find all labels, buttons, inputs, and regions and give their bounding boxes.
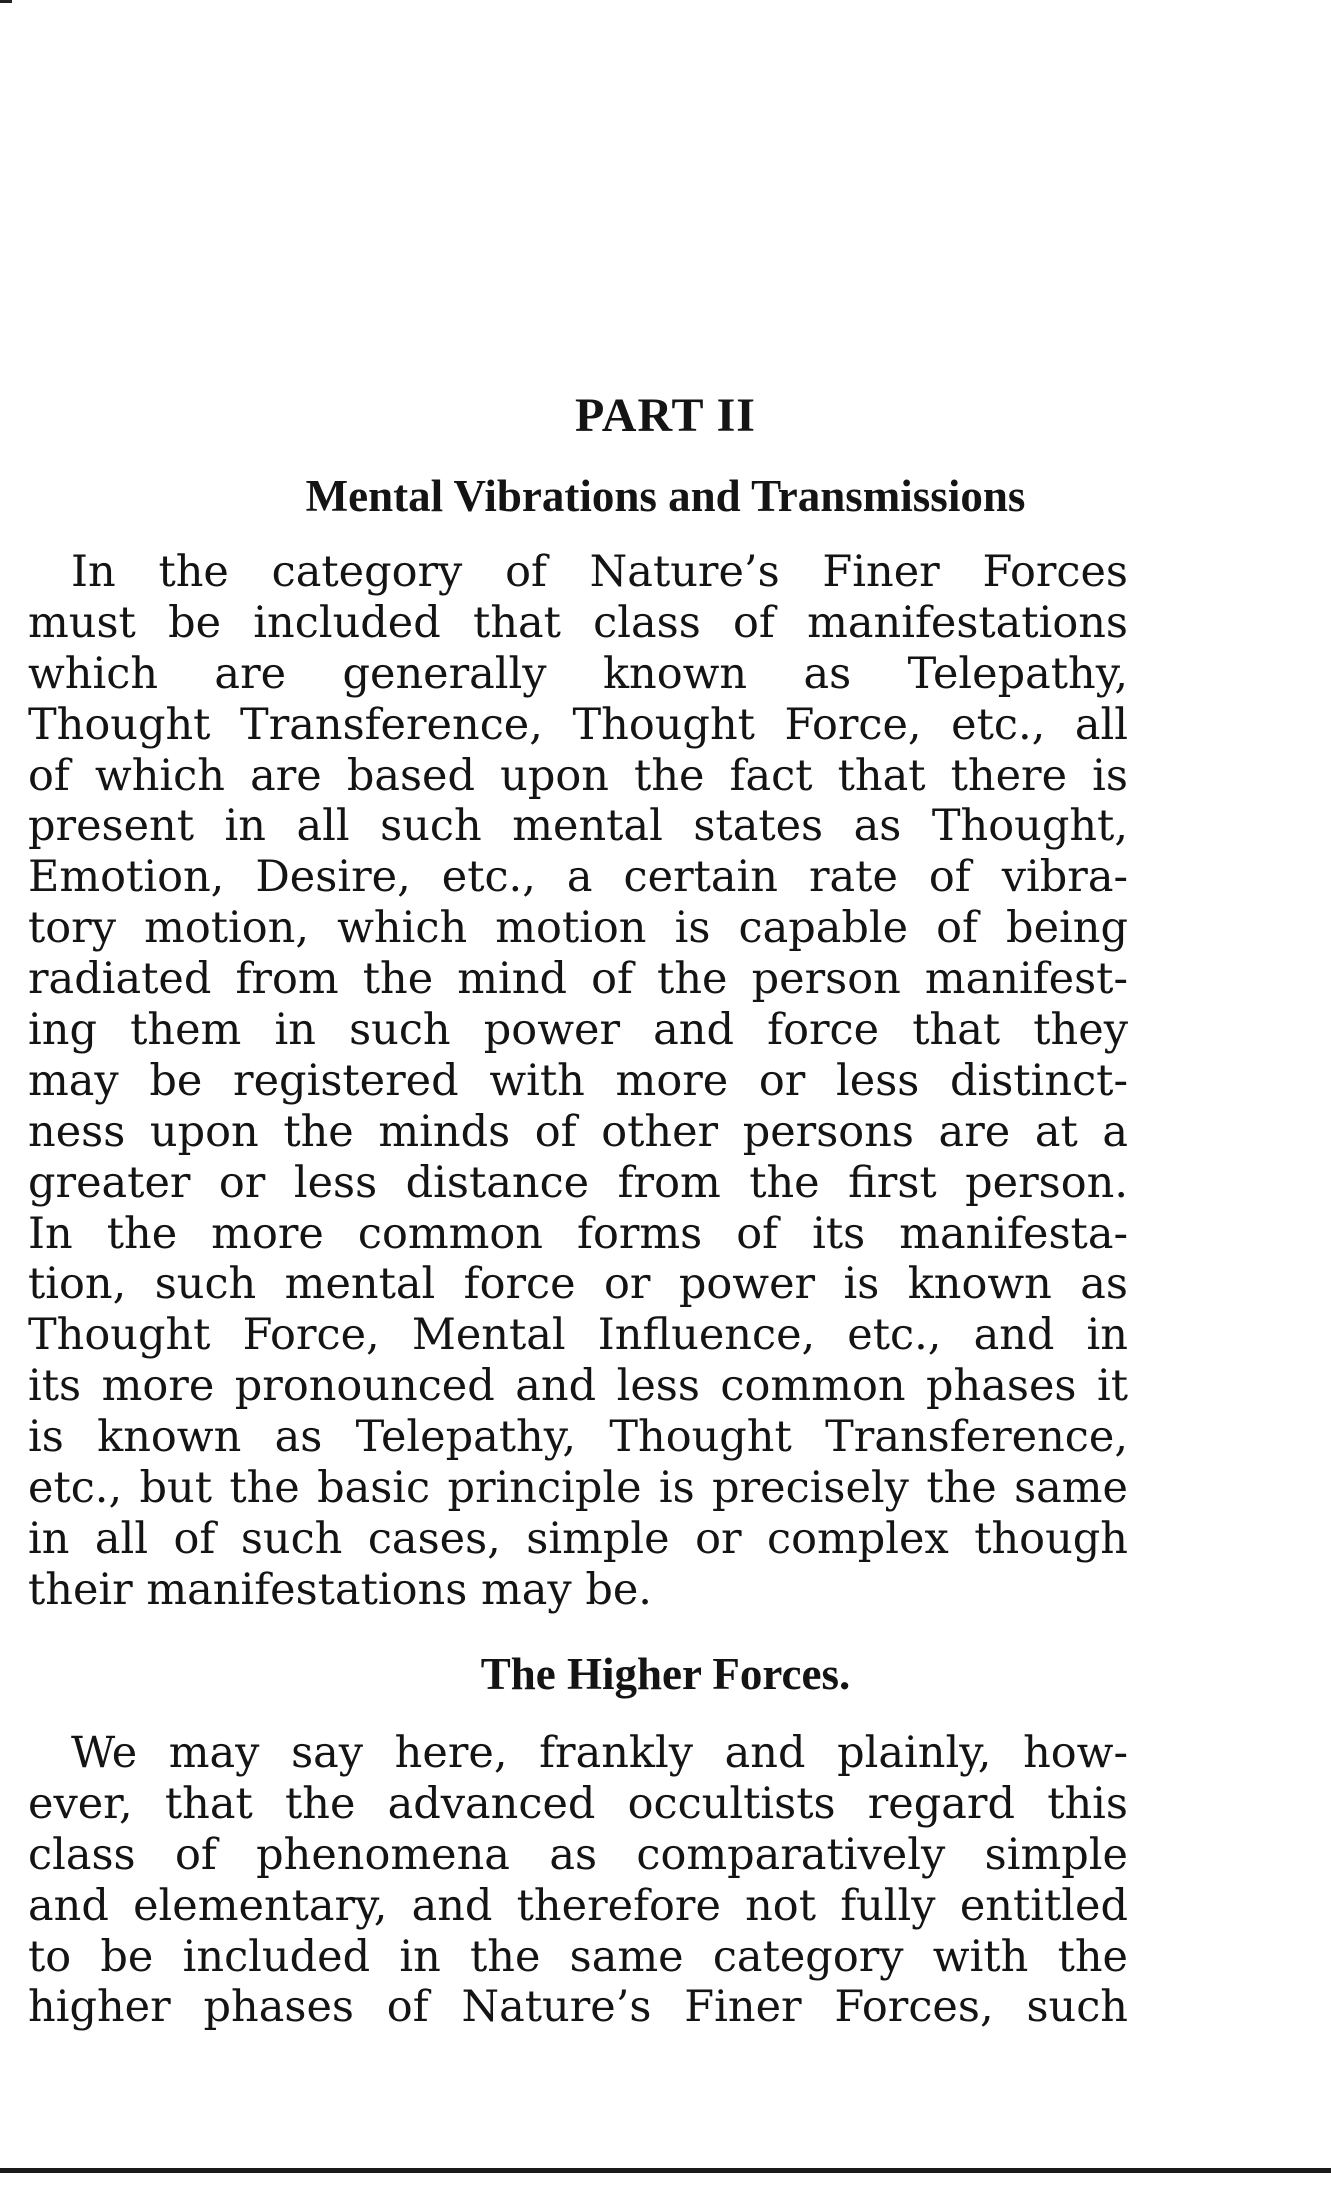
paragraph-line: We may say here, frankly and plainly, how- bbox=[28, 1728, 1128, 1778]
paragraph-line: to be included in the same category with the bbox=[28, 1931, 1128, 1982]
paragraph-2 bbox=[28, 1728, 1128, 2033]
paragraph-line: which are generally known as Telepathy, bbox=[28, 648, 1128, 699]
paragraph-line: greater or less distance from the first person. bbox=[28, 1157, 1128, 1208]
paragraph-line: radiated from the mind of the person manifest- bbox=[28, 954, 1128, 1005]
part-heading: PART II bbox=[575, 389, 756, 442]
paragraph-line: class of phenomena as comparatively simple bbox=[28, 1829, 1128, 1880]
paragraph-line: their manifestations may be. bbox=[28, 1564, 652, 1615]
scan-edge-mark bbox=[0, 0, 12, 3]
paragraph-line: in all of such cases, simple or complex though bbox=[28, 1513, 1128, 1564]
paragraph-1 bbox=[28, 547, 1128, 1616]
paragraph-line: may be registered with more or less distinct- bbox=[28, 1055, 1128, 1106]
page-bottom-rule bbox=[0, 2168, 1331, 2173]
paragraph-line: and elementary, and therefore not fully entitled bbox=[28, 1880, 1128, 1931]
paragraph-line: Thought Transference, Thought Force, etc., all bbox=[28, 699, 1128, 750]
paragraph-line: Thought Force, Mental Influence, etc., and in bbox=[28, 1310, 1128, 1361]
section-heading: The Higher Forces. bbox=[480, 1649, 851, 1699]
paragraph-line: ever, that the advanced occultists regard this bbox=[28, 1778, 1128, 1829]
paragraph-line: etc., but the basic principle is precisely the same bbox=[28, 1463, 1128, 1514]
paragraph-line: its more pronounced and less common phases it bbox=[28, 1361, 1128, 1412]
paragraph-line: tory motion, which motion is capable of being bbox=[28, 903, 1128, 954]
paragraph-line: present in all such mental states as Thought, bbox=[28, 801, 1128, 852]
paragraph-line: must be included that class of manifestations bbox=[28, 597, 1128, 648]
paragraph-line: of which are based upon the fact that there is bbox=[28, 750, 1128, 801]
chapter-title: Mental Vibrations and Transmissions bbox=[305, 471, 1026, 521]
paragraph-line: In the more common forms of its manifesta- bbox=[28, 1208, 1128, 1259]
paragraph-line: ness upon the minds of other persons are at a bbox=[28, 1106, 1128, 1157]
paragraph-line: is known as Telepathy, Thought Transference, bbox=[28, 1412, 1128, 1463]
paragraph-line: tion, such mental force or power is known as bbox=[28, 1259, 1128, 1310]
paragraph-line: higher phases of Nature’s Finer Forces, such bbox=[28, 1982, 1128, 2033]
paragraph-line: In the category of Nature’s Finer Forces bbox=[28, 547, 1128, 597]
paragraph-line: Emotion, Desire, etc., a certain rate of vibra- bbox=[28, 852, 1128, 903]
paragraph-line: ing them in such power and force that they bbox=[28, 1005, 1128, 1056]
